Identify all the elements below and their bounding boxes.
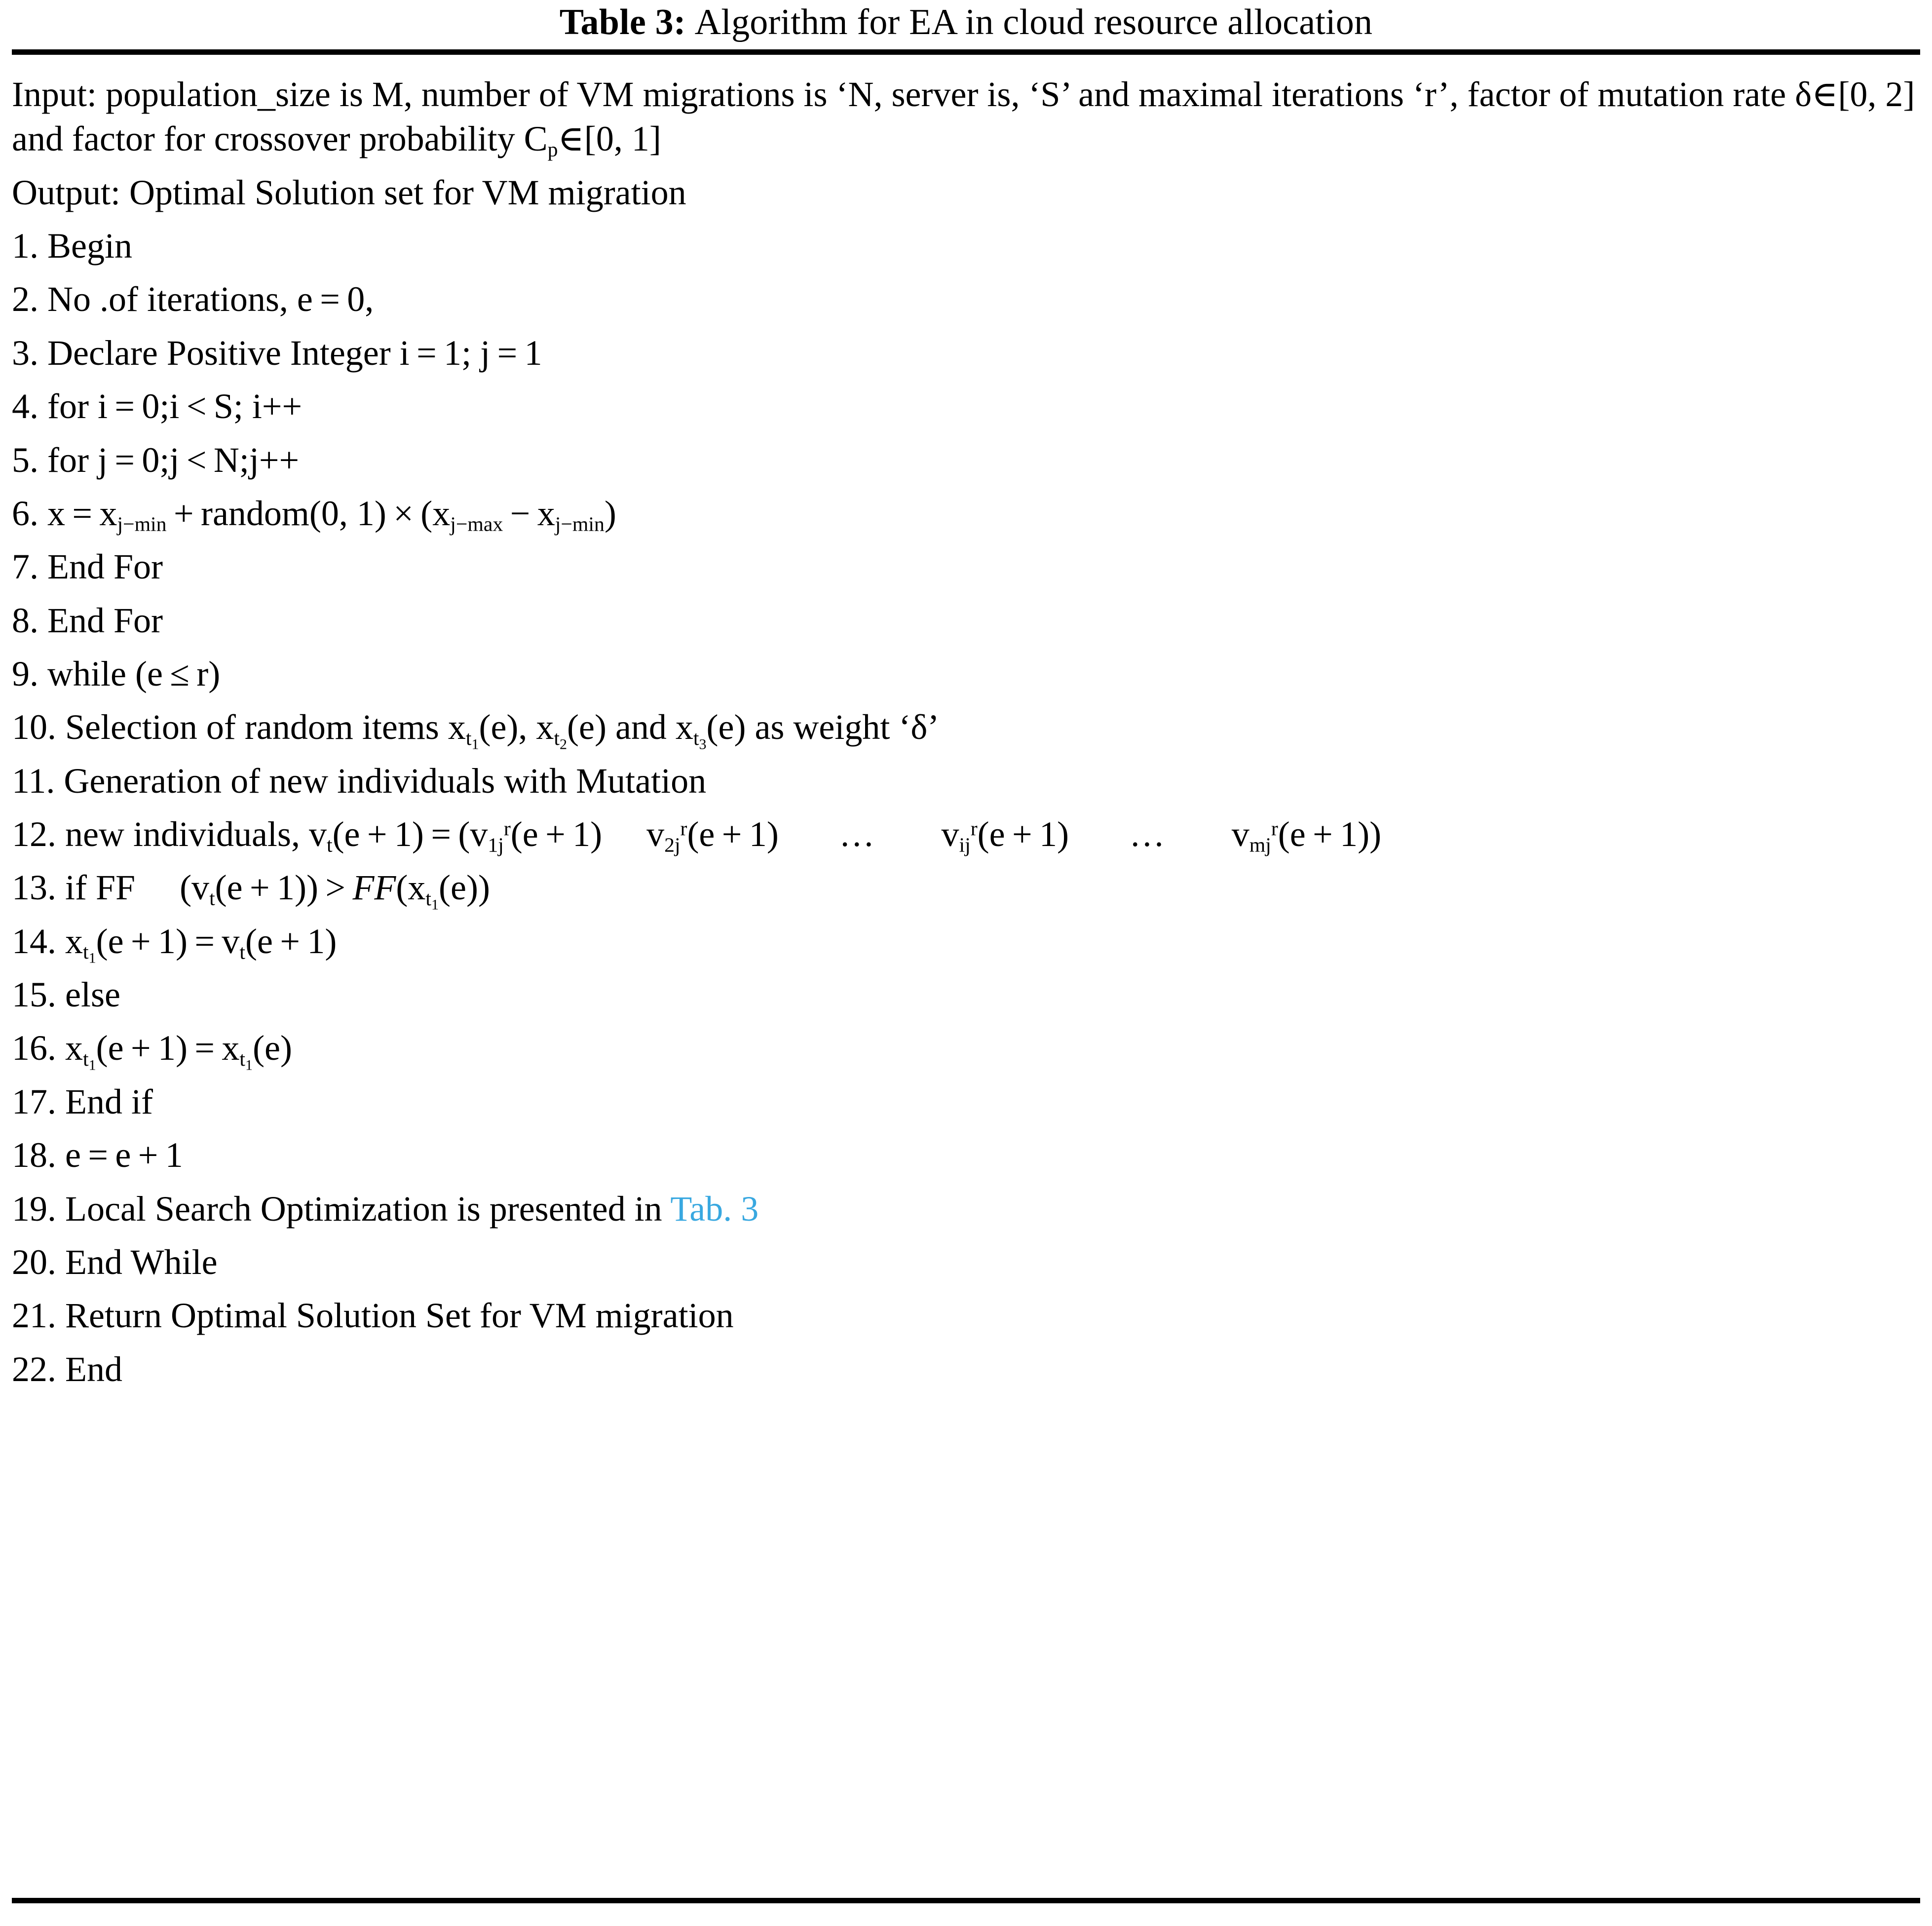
step13-lead: 13. if FF [12, 868, 136, 908]
step10-mid-2: (e) and x [567, 707, 693, 747]
step19-lead: 19. Local Search Optimization is presented in [12, 1189, 671, 1229]
step6-lead: 6. x = x [12, 493, 117, 533]
algorithm-step-15: 15. else [12, 975, 120, 1015]
step10-sub-t1-index: 1 [471, 735, 479, 753]
table-top-rule [12, 49, 1920, 55]
step12-p2: (e + 1) [687, 814, 779, 854]
step14-tail: (e + 1) [245, 921, 337, 961]
step13-sub-t1 [425, 887, 439, 913]
step10-mid-1: (e), x [479, 707, 554, 747]
step12-lead: 12. new individuals, v [12, 814, 327, 854]
step10-sub-t3 [693, 727, 707, 753]
step14-mid: (e + 1) = v [96, 921, 240, 961]
step10-tail: (e) as weight ‘δ’ [706, 707, 940, 747]
algorithm-step-21: 21. Return Optimal Solution Set for VM migration [12, 1296, 734, 1336]
step6-sub-jmin-1: j−min [117, 513, 167, 536]
step13-ff-italic: FF [352, 868, 396, 908]
algorithm-step-1: 1. Begin [12, 226, 132, 266]
step16-tail: (e) [253, 1028, 292, 1068]
step16-sub-t1-letter: t [83, 1048, 89, 1071]
algorithm-output-line: Output: Optimal Solution set for VM migration [12, 172, 686, 212]
table-bottom-rule [12, 1898, 1920, 1903]
algorithm-step-14 [12, 915, 1920, 968]
step12-v4-sup: r [1271, 817, 1278, 841]
step13-expr1: (v [180, 868, 210, 908]
step16-lead: 16. x [12, 1028, 83, 1068]
step12-v3-sub: ij [959, 834, 971, 857]
step6-close: ) [604, 493, 616, 533]
step14-lead: 14. x [12, 921, 83, 961]
step12-eq: (e + 1) = (v [332, 814, 488, 854]
step16-sub-t2-index: 1 [245, 1056, 253, 1074]
algorithm-step-12: 12. new individuals, $v_t(e + 1) = (v_{1j}^r(e + 1) v_{2j}^r(e + 1)$ … $v_{ij}^r(e + 1)$ … $v_{mj}^r(e + 1)$) [12, 814, 1382, 857]
algorithm-step-11: 11. Generation of new individuals with Mutation [12, 761, 707, 801]
algorithm-step-8: 8. End For [12, 600, 163, 640]
algorithm-step-19 [12, 1182, 1920, 1235]
step13-sub-t1-index: 1 [431, 896, 439, 913]
step6-mid: + random(0, 1) × (x [166, 493, 451, 533]
table-caption-label: Table 3: [559, 2, 686, 42]
step12-ellipsis-1: … [839, 814, 881, 854]
algorithm-step-3: 3. Declare Positive Integer i = 1; j = 1 [12, 333, 542, 373]
algorithm-step-10 [12, 700, 1920, 754]
step13-expr2: (x [396, 868, 426, 908]
table-caption [12, 0, 1920, 49]
algorithm-step-6 [12, 487, 1920, 540]
step13-sub-t: t [209, 887, 215, 911]
step13-tail: (e)) [439, 868, 490, 908]
step6-sub-jmin-2: j−min [555, 513, 605, 536]
step12-v2-sup: r [680, 817, 687, 841]
step12-v4-sub: mj [1249, 834, 1271, 857]
step10-sub-t2-index: 2 [560, 735, 568, 753]
algorithm-step-17: 17. End if [12, 1081, 153, 1121]
step14-sub-t1-index: 1 [88, 949, 96, 966]
step10-sub-t1 [465, 727, 479, 753]
step14-sub-t2: t [239, 941, 246, 964]
algorithm-step-13 [12, 861, 1920, 914]
step16-sub-t1-index: 1 [88, 1056, 96, 1074]
step10-sub-t3-index: 3 [699, 735, 707, 753]
step16-mid: (e + 1) = x [96, 1028, 240, 1068]
algorithm-step-16 [12, 1021, 1920, 1075]
algorithm-step-22: 22. End [12, 1349, 122, 1389]
table-caption-text: Algorithm for EA in cloud resource allocation [694, 2, 1373, 42]
step10-sub-t2-letter: t [554, 727, 560, 750]
algorithm-input-line [12, 68, 1920, 166]
algorithm-step-2: 2. No .of iterations, e = 0, [12, 279, 374, 319]
algorithm-body [12, 55, 1920, 1392]
step6-sub-jmax: j−max [450, 513, 503, 536]
step12-v1-sub: 1j [488, 834, 504, 857]
step12-p3: (e + 1) [977, 814, 1069, 854]
step10-sub-t3-letter: t [693, 727, 699, 750]
algorithm-step-20: 20. End While [12, 1242, 218, 1282]
algorithm-step-4: 4. for i = 0;i < S; i++ [12, 386, 303, 426]
step12-ellipsis-2: … [1129, 814, 1172, 854]
step12-v3-sup: r [970, 817, 978, 841]
step6-minus: − x [503, 493, 555, 533]
step16-sub-t1 [83, 1048, 96, 1074]
tab-3-cross-reference-link[interactable]: Tab. 3 [670, 1189, 759, 1229]
input-line-suffix: ∈[0, 1] [558, 119, 661, 159]
algorithm-step-7: 7. End For [12, 547, 163, 587]
step12-v2-sub: 2j [664, 834, 681, 857]
input-line-subscript: p [547, 139, 558, 162]
step10-lead: 10. Selection of random items x [12, 707, 466, 747]
step10-sub-t2 [554, 727, 568, 753]
step12-sub-t: t [326, 834, 333, 857]
step14-sub-t1-letter: t [83, 941, 89, 964]
step14-sub-t1 [83, 941, 96, 966]
step12-v1-sup: r [503, 817, 511, 841]
algorithm-step-9: 9. while (e ≤ r) [12, 654, 221, 693]
step12-p1: (e + 1) [510, 814, 603, 854]
step16-sub-t2-letter: t [239, 1048, 246, 1071]
algorithm-step-18: 18. e = e + 1 [12, 1135, 183, 1175]
step12-p4: (e + 1)) [1278, 814, 1382, 854]
input-line-prefix: Input: population_size is M, number of VM migrations is ‘N, server is, ‘S’ and maximal iterations ‘r’, factor of mutation rate δ∈[0, 2] and factor for crossover probability C [12, 75, 1915, 159]
step16-sub-t2 [239, 1048, 253, 1074]
step13-mid: (e + 1)) > [215, 868, 353, 908]
algorithm-step-5: 5. for j = 0;j < N;j++ [12, 440, 300, 480]
step13-sub-t1-letter: t [425, 887, 431, 911]
step10-sub-t1-letter: t [465, 727, 472, 750]
